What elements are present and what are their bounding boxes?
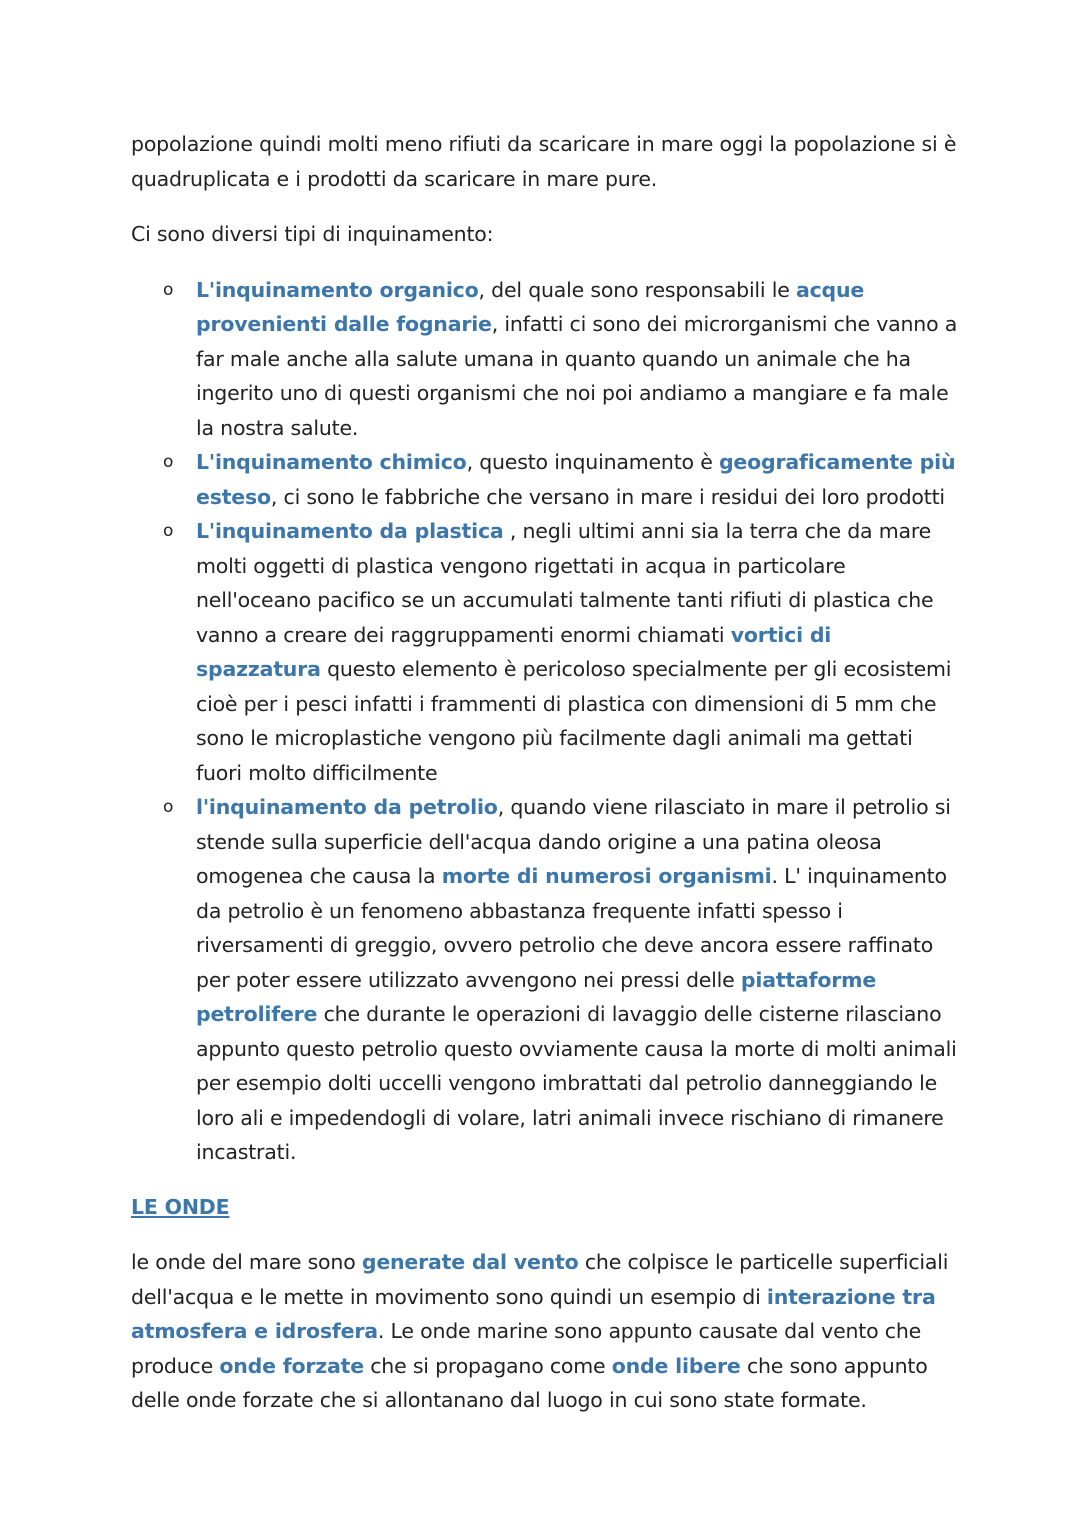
pollution-types-intro: Ci sono diversi tipi di inquinamento: xyxy=(131,222,494,246)
text-segment: L'inquinamento chimico xyxy=(196,450,467,474)
bullet-marker: o xyxy=(163,279,174,300)
text-segment: che colpisce le particelle superficiali dell'acqua e le mette in movimento sono quindi un esempio di xyxy=(131,1250,949,1309)
intro-paragraph: popolazione quindi molti meno rifiuti da scaricare in mare oggi la popolazione si è quadruplicata e i prodotti da scaricare in mare pure. xyxy=(131,132,957,191)
text-segment: . Le onde marine sono appunto causate dal vento che produce xyxy=(131,1319,922,1378)
text-segment: L'inquinamento organico xyxy=(196,277,479,302)
text-segment: , del quale sono responsabili le xyxy=(478,277,796,302)
list-item-plastic-pollution xyxy=(131,514,961,790)
text-segment: , ci sono le fabbriche che versano in mare i residui dei loro prodotti xyxy=(270,484,945,509)
text-segment: piattaforme petrolifere xyxy=(196,967,877,1026)
text-segment: acque provenienti dalle fognarie xyxy=(196,277,865,336)
text-segment: geograficamente più esteso xyxy=(196,450,956,509)
text-segment: questo elemento è pericoloso specialmente per gli ecosistemi cioè per i pesci infatti i frammenti di plastica con dimensioni di 5 mm che sono le microplastiche vengono più facilmente dagli animali ma gettati fuori molto difficilmente xyxy=(196,657,952,785)
waves-paragraph xyxy=(131,1245,961,1418)
text-segment: L'inquinamento da plastica xyxy=(196,519,504,543)
text-segment: vortici di spazzatura xyxy=(196,622,832,681)
text-segment: le onde del mare sono xyxy=(131,1250,362,1274)
text-segment: che durante le operazioni di lavaggio delle cisterne rilasciano appunto questo petrolio questo ovviamente causa la morte di molti animali per esempio dolti uccelli vengono imbrattati dal petrolio danneggiando le loro ali e impedendogli di volare, latri animali invece rischiano di rimanere incastrati. xyxy=(196,1002,957,1164)
text-segment: . L' inquinamento da petrolio è un fenomeno abbastanza frequente infatti spesso i riversamenti di greggio, ovvero petrolio che deve ancora essere raffinato per poter essere utilizzato avvengono nei pressi delle xyxy=(196,864,947,992)
list-item-oil-pollution xyxy=(131,790,961,1170)
text-segment: che sono appunto delle onde forzate che si allontanano dal luogo in cui sono state formate. xyxy=(131,1353,928,1412)
text-segment: , negli ultimi anni sia la terra che da mare molti oggetti di plastica vengono rigettati in acqua in particolare nell'oceano pacifico se un accumulati talmente tanti rifiuti di plastica che vanno a creare dei raggruppamenti enormi chiamati xyxy=(196,519,934,647)
bullet-marker: o xyxy=(163,452,174,472)
list-item-chemical-pollution xyxy=(131,445,961,514)
text-segment: morte di numerosi organismi xyxy=(441,864,772,888)
bullet-marker: o xyxy=(163,521,174,541)
section-heading-le-onde: LE ONDE xyxy=(131,1194,230,1219)
text-segment: generate dal vento xyxy=(361,1250,579,1274)
text-segment: l'inquinamento da petrolio xyxy=(196,795,498,819)
text-segment: onde libere xyxy=(611,1353,741,1378)
bullet-marker: o xyxy=(163,797,174,817)
text-segment: interazione tra atmosfera e idrosfera xyxy=(131,1284,936,1343)
text-segment: , quando viene rilasciato in mare il petrolio si stende sulla superficie dell'acqua dando origine a una patina oleosa omogenea che causa la xyxy=(196,795,951,888)
text-segment: , questo inquinamento è xyxy=(466,450,719,474)
text-segment: onde forzate xyxy=(219,1353,364,1378)
text-segment: che si propagano come xyxy=(363,1353,612,1378)
text-segment: , infatti ci sono dei microrganismi che vanno a far male anche alla salute umana in quanto quando un animale che ha ingerito uno di questi organismi che noi poi andiamo a mangiare e fa male la nostra salute. xyxy=(196,312,958,440)
pollution-list xyxy=(131,273,961,1170)
list-item-organic-pollution xyxy=(131,273,961,446)
document-page xyxy=(131,127,961,1418)
